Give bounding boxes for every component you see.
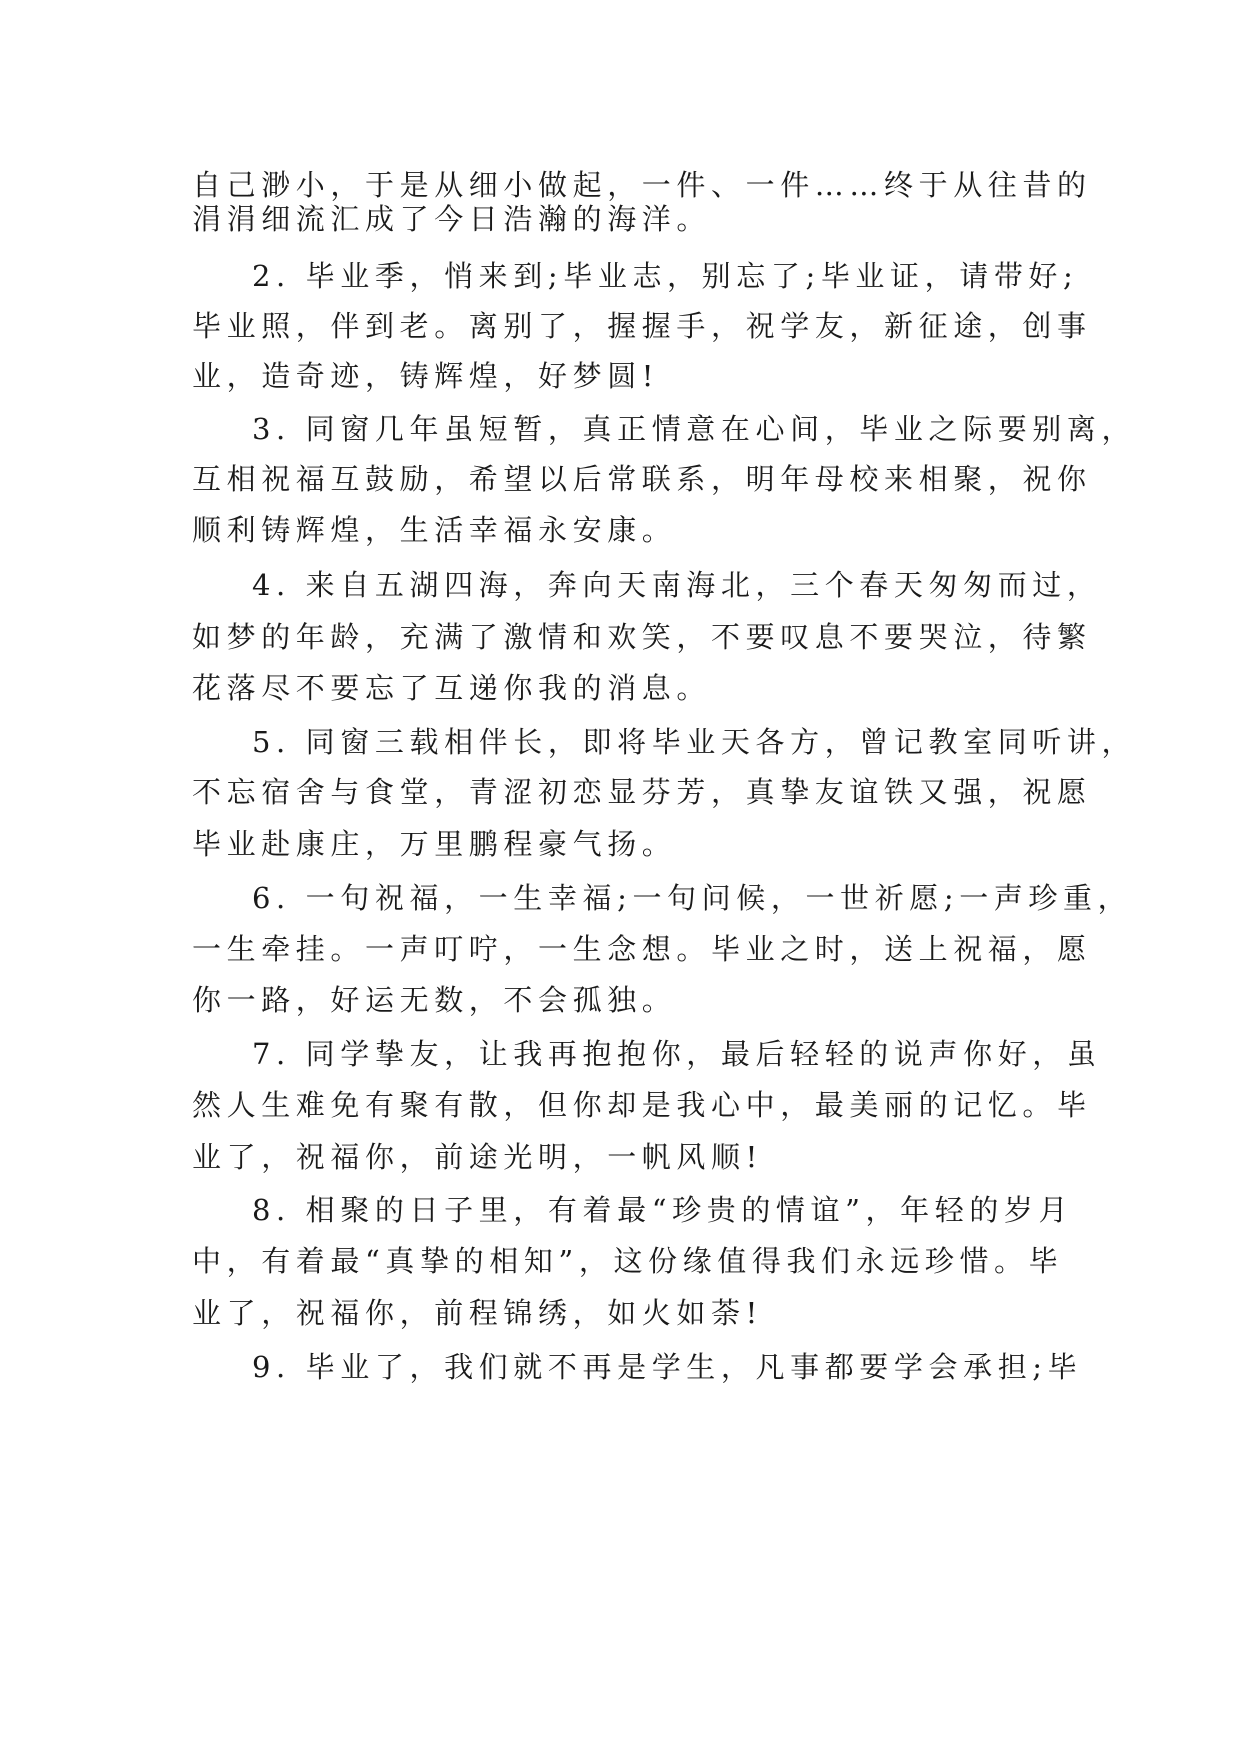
text-line: 一生牵挂。一声叮咛，一生念想。毕业之时，送上祝福，愿 bbox=[192, 932, 1092, 966]
text-line: 毕业赴康庄，万里鹏程豪气扬。 bbox=[192, 827, 677, 861]
text-line: 你一路，好运无数，不会孤独。 bbox=[192, 983, 677, 1017]
text-line: 2. 毕业季，悄来到;毕业志，别忘了;毕业证，请带好; bbox=[252, 259, 1079, 293]
text-line: 业了，祝福你，前程锦绣，如火如荼! bbox=[192, 1296, 763, 1330]
text-line: 中，有着最“真挚的相知”，这份缘值得我们永远珍惜。毕 bbox=[192, 1244, 1064, 1278]
text-line: 如梦的年龄，充满了激情和欢笑，不要叹息不要哭泣，待繁 bbox=[192, 620, 1092, 654]
text-line: 涓涓细流汇成了今日浩瀚的海洋。 bbox=[192, 202, 712, 236]
text-line: 7. 同学挚友，让我再抱抱你，最后轻轻的说声你好，虽 bbox=[252, 1037, 1102, 1071]
text-line: 自己渺小，于是从细小做起，一件、一件……终于从往昔的 bbox=[192, 168, 1092, 202]
text-line: 顺利铸辉煌，生活幸福永安康。 bbox=[192, 513, 677, 547]
text-line: 业了，祝福你，前途光明，一帆风顺! bbox=[192, 1140, 763, 1174]
text-line: 5. 同窗三载相伴长，即将毕业天各方，曾记教室同听讲， bbox=[252, 725, 1137, 759]
text-line: 然人生难免有聚有散，但你却是我心中，最美丽的记忆。毕 bbox=[192, 1088, 1092, 1122]
text-line: 不忘宿舍与食堂，青涩初恋显芬芳，真挚友谊铁又强，祝愿 bbox=[192, 775, 1092, 809]
text-line: 6. 一句祝福，一生幸福;一句问候，一世祈愿;一声珍重， bbox=[252, 881, 1133, 915]
text-line: 毕业照，伴到老。离别了，握握手，祝学友，新征途，创事 bbox=[192, 309, 1092, 343]
text-line: 4. 来自五湖四海，奔向天南海北，三个春天匆匆而过， bbox=[252, 568, 1102, 602]
text-line: 花落尽不要忘了互递你我的消息。 bbox=[192, 671, 712, 705]
text-line: 互相祝福互鼓励，希望以后常联系，明年母校来相聚，祝你 bbox=[192, 462, 1092, 496]
text-line: 9. 毕业了，我们就不再是学生，凡事都要学会承担;毕 bbox=[252, 1350, 1083, 1384]
text-line: 业，造奇迹，铸辉煌，好梦圆! bbox=[192, 359, 660, 393]
text-line: 3. 同窗几年虽短暂，真正情意在心间，毕业之际要别离， bbox=[252, 412, 1137, 446]
text-line: 8. 相聚的日子里，有着最“珍贵的情谊”，年轻的岁月 bbox=[252, 1193, 1074, 1227]
